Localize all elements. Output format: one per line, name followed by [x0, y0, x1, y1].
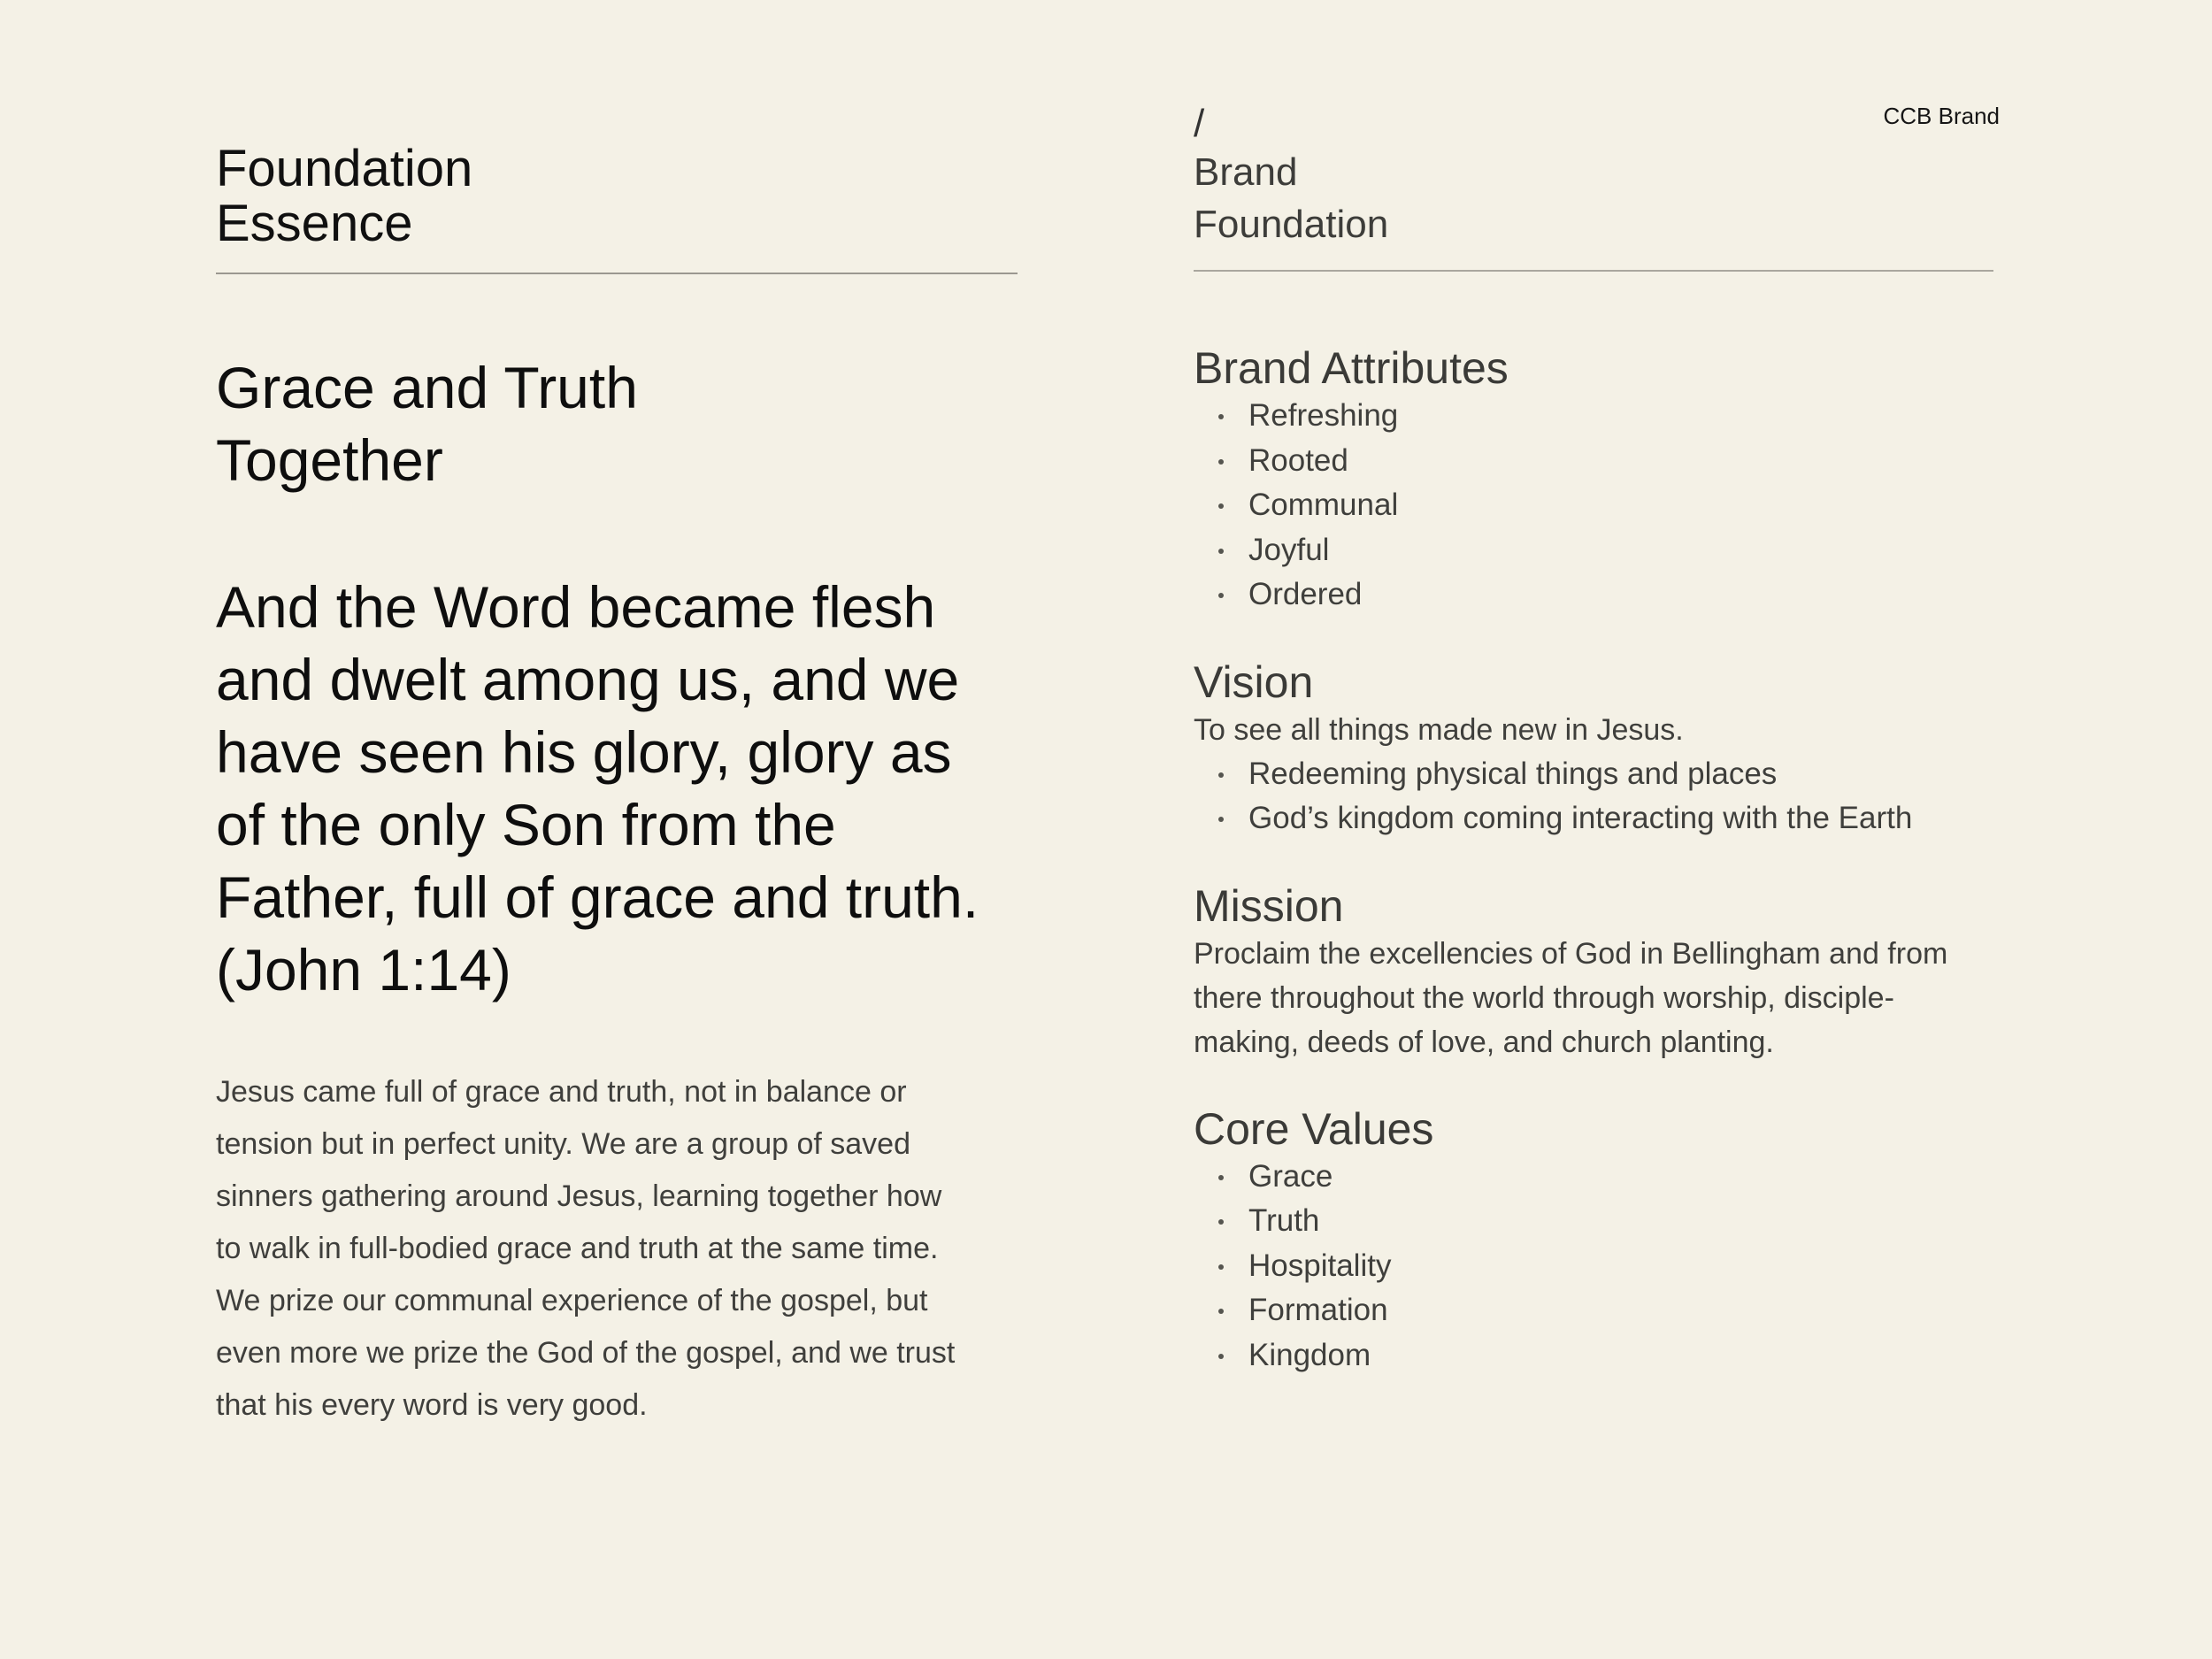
- breadcrumb-item-foundation: Foundation: [1194, 203, 1389, 246]
- list-item: Redeeming physical things and places: [1194, 752, 1993, 797]
- breadcrumb-item-brand: Brand: [1194, 150, 1298, 194]
- list-item: Formation: [1194, 1288, 1993, 1333]
- core-values-list: [1194, 1155, 1993, 1379]
- divider-left: [216, 273, 1018, 274]
- mission-section: [1194, 880, 1993, 1064]
- vision-statement: To see all things made new in Jesus.: [1194, 712, 1684, 747]
- vision-list: [1194, 752, 1993, 841]
- mission-title: Mission: [1194, 880, 1344, 931]
- list-item: Joyful: [1194, 528, 1993, 573]
- section-title-line-1: Foundation: [216, 140, 473, 197]
- list-item: Communal: [1194, 483, 1993, 528]
- breadcrumb: [1194, 146, 1993, 250]
- breadcrumb-separator: /: [1194, 102, 1205, 145]
- list-item: Grace: [1194, 1155, 1993, 1200]
- list-item: Truth: [1194, 1199, 1993, 1244]
- core-values-title: Core Values: [1194, 1103, 1434, 1154]
- list-item: God’s kingdom coming interacting with the Earth: [1194, 796, 1993, 841]
- list-item: Ordered: [1194, 572, 1993, 618]
- list-item: Refreshing: [1194, 394, 1993, 439]
- essence-description: Jesus came full of grace and truth, not in balance or tension but in perfect unity. We are a group of saved sinners gathering around Jesus, learning together how to walk in full-bodied grace and truth at the same time. We prize our communal experience of the gospel, but even more we prize the God of the gospel, and we trust that his every word is very good.: [216, 1075, 956, 1422]
- list-item: Rooted: [1194, 439, 1993, 484]
- scripture-verse: And the Word became flesh and dwelt among us, and we have seen his glory, glory as of the only Son from the Father, full of grace and truth. (John 1:14): [216, 574, 979, 1002]
- left-column: [216, 142, 1018, 1432]
- core-values-section: [1194, 1103, 1993, 1379]
- vision-section: [1194, 657, 1993, 841]
- section-title: [216, 142, 1018, 251]
- headline-line-2: Together: [216, 427, 443, 493]
- list-item: Hospitality: [1194, 1244, 1993, 1289]
- divider-right: [1194, 270, 1993, 272]
- brand-attributes-section: [1194, 342, 1993, 618]
- list-item: Kingdom: [1194, 1333, 1993, 1379]
- brand-attributes-title: Brand Attributes: [1194, 343, 1509, 393]
- headline-line-1: Grace and Truth: [216, 355, 638, 420]
- vision-title: Vision: [1194, 657, 1314, 707]
- brand-tag: CCB Brand: [1883, 103, 2000, 129]
- mission-statement: Proclaim the excellencies of God in Bellingham and from there throughout the world through worship, disciple-making, deeds of love, and church planting.: [1194, 936, 1948, 1059]
- section-title-line-2: Essence: [216, 195, 413, 252]
- headline: [216, 351, 1018, 496]
- brand-attributes-list: [1194, 394, 1993, 618]
- right-column: [1194, 102, 1993, 1378]
